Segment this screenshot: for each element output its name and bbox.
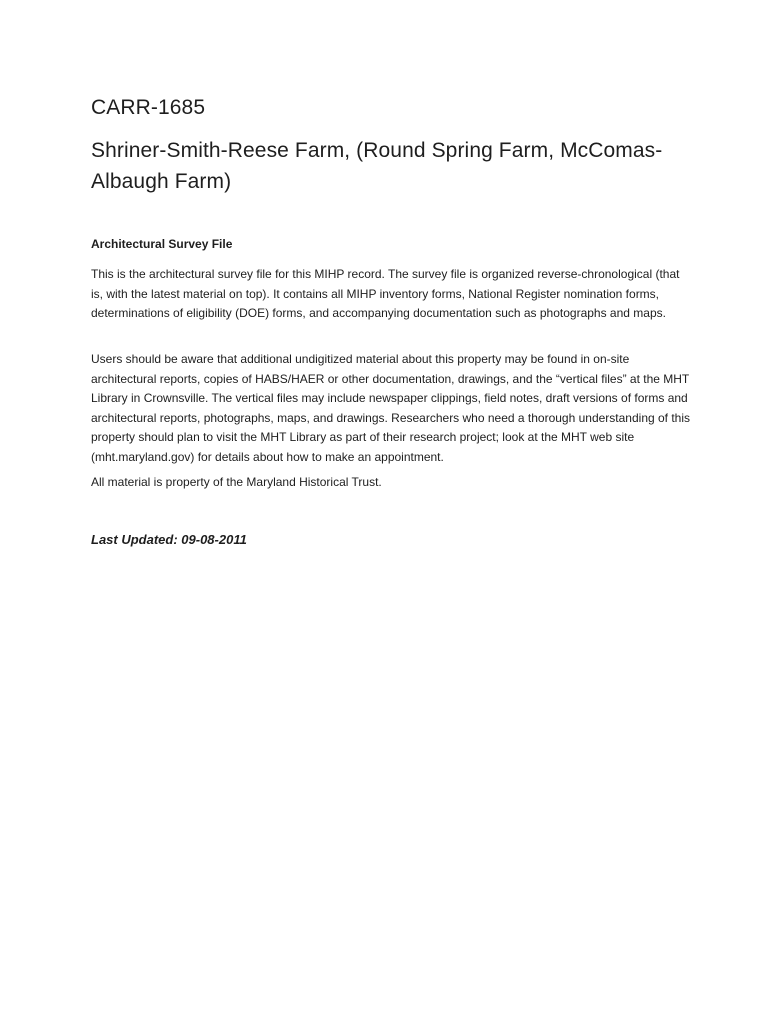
intro-paragraph: This is the architectural survey file for this MIHP record. The survey file is organized reverse-chronological (that is, with the latest material on top). It contains all MIHP inventory forms, National Register nomination forms, determinations of eligibility (DOE) forms, and accompanying documentation such as photographs and maps. bbox=[91, 267, 680, 320]
notice-paragraph: Users should be aware that additional undigitized material about this property may be found in on-site architectural reports, copies of HABS/HAER or other documentation, drawings, and the “vertical files” at the MHT Library in Crownsville. The vertical files may include newspaper clippings, field notes, draft versions of forms and architectural reports, photographs, maps, and drawings. Researchers who need a thorough understanding of this property should plan to visit the MHT Library as part of their research project; look at the MHT web site (mht.maryland.gov) for details about how to make an appointment. bbox=[91, 352, 691, 464]
property-title: Shriner-Smith-Reese Farm, (Round Spring Farm, McComas-Albaugh Farm) bbox=[91, 139, 663, 193]
record-id: CARR-1685 bbox=[91, 96, 206, 119]
last-updated-date: Last Updated: 09-08-2011 bbox=[91, 532, 247, 547]
section-heading: Architectural Survey File bbox=[91, 237, 233, 251]
ownership-paragraph: All material is property of the Maryland Historical Trust. bbox=[91, 475, 382, 489]
